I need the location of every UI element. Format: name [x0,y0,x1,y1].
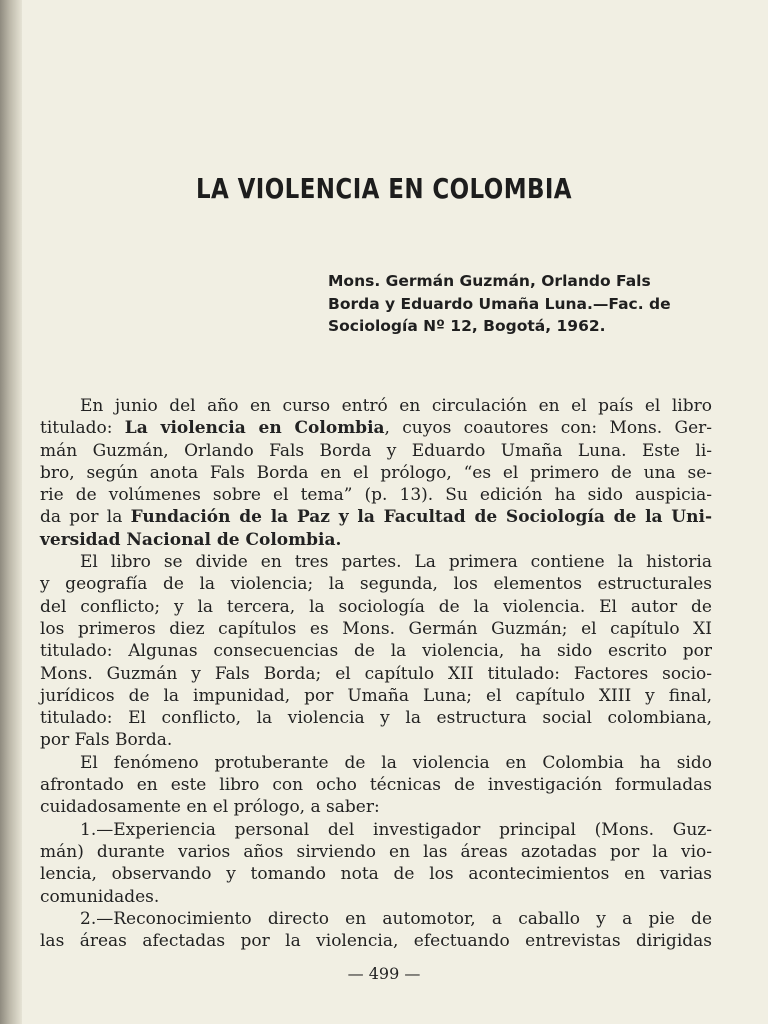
article-body [40,395,712,952]
article-title: LA VIOLENCIA EN COLOMBIA [195,172,572,205]
page-number: — 499 — [347,964,421,983]
book-title-emphasis: La violencia en Colombia [124,418,385,439]
text-line: bro, según anota Fals Borda en el prólogo, “es el primero de una se- [40,462,712,483]
text-line: mán Guzmán, Orlando Fals Borda y Eduardo Umaña Luna. Este li- [40,440,712,461]
text-line: mán) durante varios años sirviendo en las áreas azotadas por la vio- [40,841,712,862]
text-line: y geografía de la violencia; la segunda, los elementos estructurales [40,574,712,595]
text-line: los primeros diez capítulos es Mons. Germán Guzmán; el capítulo XI [40,618,712,639]
text-line: 1.—Experiencia personal del investigador principal (Mons. Guz- [80,819,712,840]
text-line: versidad Nacional de Colombia. [40,529,342,550]
text-line: Mons. Guzmán y Fals Borda; el capítulo XII titulado: Factores socio- [40,663,712,684]
text-line: 2.—Reconocimiento directo en automotor, a caballo y a pie de [80,908,712,929]
text-fragment: , cuyos coautores con: Mons. Ger- [384,418,712,439]
citation-line: Borda y Eduardo Umaña Luna.—Fac. de [328,294,671,313]
text-fragment: da por la [40,507,131,528]
citation-line: Sociología Nº 12, Bogotá, 1962. [328,317,606,335]
text-line: afrontado en este libro con ocho técnicas de investigación formuladas [40,775,712,796]
text-line: jurídicos de la impunidad, por Umaña Luna; el capítulo XIII y final, [40,685,712,706]
text-fragment: titulado: [40,418,125,439]
text-line: comunidades. [40,886,160,907]
text-line: El libro se divide en tres partes. La primera contiene la historia [80,552,712,573]
text-line: del conflicto; y la tercera, la sociología de la violencia. El autor de [40,596,712,617]
text-line: por Fals Borda. [40,730,173,751]
text-line: las áreas afectadas por la violencia, efectuando entrevistas dirigidas [40,931,712,952]
text-line: titulado: El conflicto, la violencia y la estructura social colombiana, [40,708,712,729]
citation-line: Mons. Germán Guzmán, Orlando Fals [328,272,651,290]
text-line [40,417,712,439]
text-line: El fenómeno protuberante de la violencia en Colombia ha sido [80,752,712,773]
binding-shadow [0,0,22,1024]
text-line: titulado: Algunas consecuencias de la violencia, ha sido escrito por [40,641,712,662]
institution-emphasis: Fundación de la Paz y la Facultad de Sociología de la Uni- [130,507,712,528]
text-line: cuidadosamente en el prólogo, a saber: [40,797,380,818]
book-citation [328,270,718,338]
text-line: rie de volúmenes sobre el tema” (p. 13). Su edición ha sido auspicia- [40,485,712,506]
text-line: En junio del año en curso entró en circulación en el país el libro [80,396,712,416]
text-line: lencia, observando y tomando nota de los acontecimientos en varias [40,864,712,885]
text-line [40,506,712,528]
